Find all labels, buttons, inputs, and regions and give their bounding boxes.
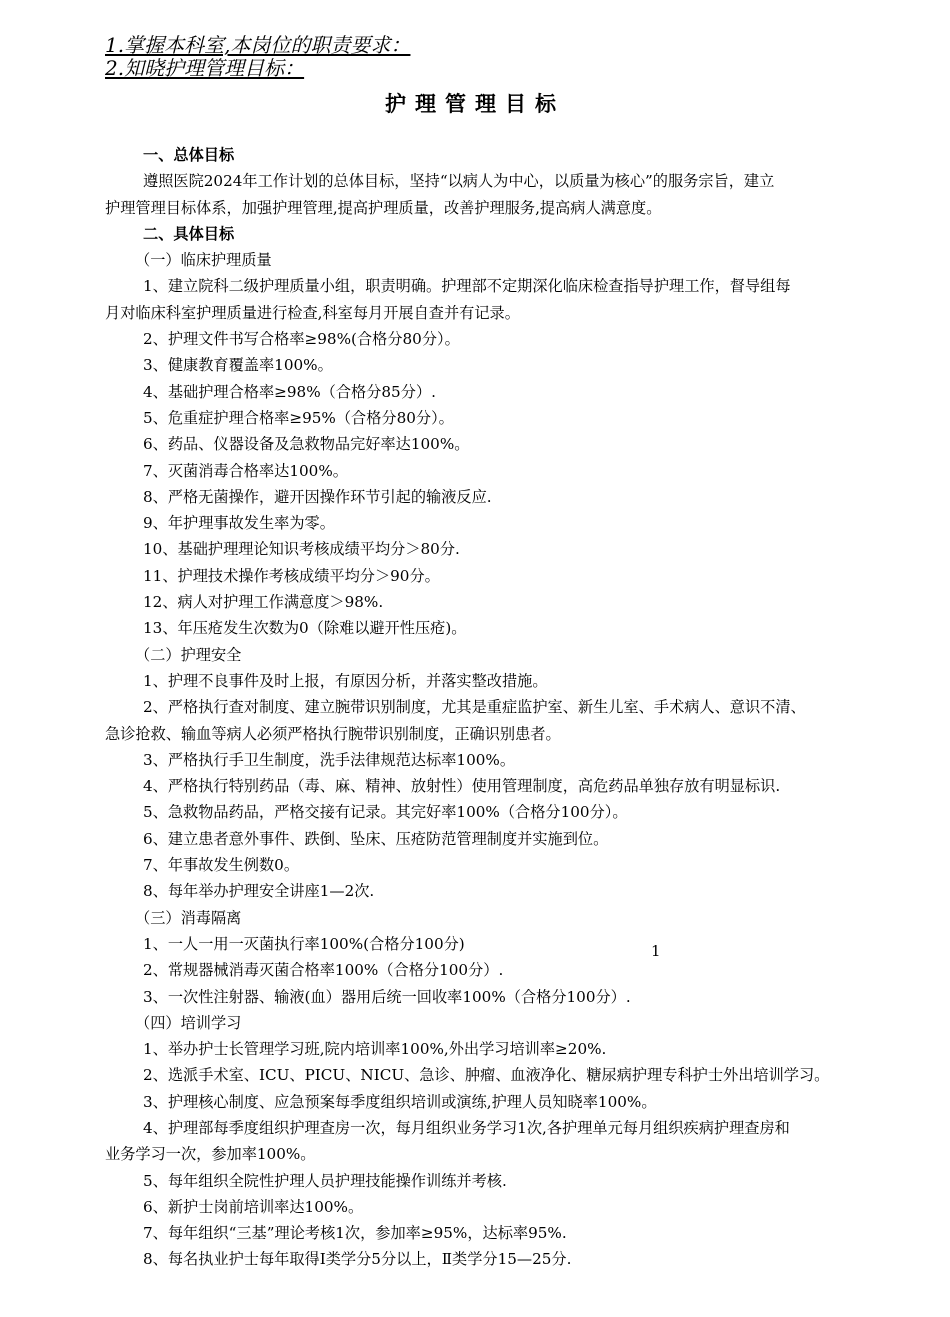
- document-body: [105, 142, 905, 1273]
- clinical-item: 11、护理技术操作考核成绩平均分＞90分。: [143, 566, 440, 585]
- clinical-item: 8、严格无菌操作，避开因操作环节引起的输液反应.: [143, 487, 492, 506]
- clinical-item: 1、建立院科二级护理质量小组，职责明确。护理部不定期深化临床检查指导护理工作，督导组每: [143, 277, 791, 296]
- safety-heading: （二）护理安全: [135, 645, 242, 664]
- clinical-item: 10、基础护理理论知识考核成绩平均分＞80分.: [143, 540, 460, 559]
- clinical-item: 13、年压疮发生次数为0（除难以避开性压疮)。: [143, 619, 467, 638]
- page-number: 1: [651, 942, 661, 960]
- training-item: 5、每年组织全院性护理人员护理技能操作训练并考核.: [143, 1171, 507, 1190]
- safety-item: 4、严格执行特别药品（毒、麻、精神、放射性）使用管理制度，高危药品单独存放有明显标识.: [143, 777, 781, 796]
- header-line-1: 1.掌握本科室,本岗位的职责要求：: [105, 33, 411, 57]
- training-item: 6、新护士岗前培训率达100%。: [143, 1197, 364, 1216]
- clinical-item: 12、病人对护理工作满意度＞98%.: [143, 593, 384, 612]
- clinical-item: 4、基础护理合格率≥98%（合格分85分）.: [143, 382, 436, 401]
- safety-item: 2、严格执行查对制度、建立腕带识别制度，尤其是重症监护室、新生儿室、手术病人、意识不清、: [143, 698, 806, 717]
- clinical-item: 3、健康教育覆盖率100%。: [143, 356, 333, 375]
- safety-item: 急诊抢救、输血等病人必须严格执行腕带识别制度，正确识别患者。: [105, 724, 561, 743]
- specific-heading: 二、具体目标: [143, 224, 235, 243]
- training-item: 8、每名执业护士每年取得Ⅰ类学分5分以上，Ⅱ类学分15—25分.: [143, 1250, 572, 1269]
- clinical-item: 7、灭菌消毒合格率达100%。: [143, 461, 348, 480]
- clinical-item: 月对临床科室护理质量进行检查,科室每月开展自查并有记录。: [105, 303, 520, 322]
- overall-heading: 一、总体目标: [143, 146, 235, 164]
- training-item: 4、护理部每季度组织护理查房一次，每月组织业务学习1次,各护理单元每月组织疾病护理查房和: [143, 1118, 790, 1137]
- document-title: 护理管理目标: [385, 92, 565, 116]
- disinfection-heading: （三）消毒隔离: [135, 908, 242, 927]
- disinfection-item: 3、一次性注射器、输液(血）器用后统一回收率100%（合格分100分）.: [143, 987, 631, 1006]
- overall-paragraph-line-2: 护理管理目标体系，加强护理管理,提高护理质量，改善护理服务,提高病人满意度。: [105, 198, 662, 217]
- safety-item: 7、年事故发生例数0。: [143, 856, 300, 875]
- header-line-2: 2.知晓护理管理目标：: [105, 56, 305, 80]
- disinfection-item: 2、常规器械消毒灭菌合格率100%（合格分100分）.: [143, 961, 504, 980]
- disinfection-item: 1、一人一用一灭菌执行率100%(合格分100分): [143, 934, 465, 953]
- safety-item: 3、严格执行手卫生制度，洗手法律规范达标率100%。: [143, 750, 516, 769]
- training-item: 7、每年组织“三基”理论考核1次，参加率≥95%，达标率95%.: [143, 1224, 567, 1243]
- training-item: 1、举办护士长管理学习班,院内培训率100%,外出学习培训率≥20%.: [143, 1040, 607, 1059]
- training-item: 3、护理核心制度、应急预案每季度组织培训或演练,护理人员知晓率100%。: [143, 1092, 657, 1111]
- training-item: 2、选派手术室、ICU、PICU、NICU、急诊、肿瘤、血液净化、糖尿病护理专科护士外出培训学习。: [143, 1066, 830, 1085]
- header-lines: [105, 34, 410, 80]
- training-item: 业务学习一次，参加率100%。: [105, 1145, 316, 1164]
- safety-item: 1、护理不良事件及时上报，有原因分析，并落实整改措施。: [143, 671, 548, 690]
- safety-item: 8、每年举办护理安全讲座1—2次.: [143, 882, 375, 901]
- clinical-item: 2、护理文件书写合格率≥98%(合格分80分）。: [143, 330, 460, 349]
- overall-paragraph-line-1: 遵照医院2024年工作计划的总体目标，坚持“以病人为中心，以质量为核心”的服务宗旨，建立: [143, 172, 775, 191]
- clinical-heading: （一）临床护理质量: [135, 251, 272, 270]
- safety-item: 5、急救物品药品，严格交接有记录。其完好率100%（合格分100分）。: [143, 803, 628, 822]
- clinical-item: 9、年护理事故发生率为零。: [143, 514, 335, 533]
- training-heading: （四）培训学习: [135, 1013, 242, 1032]
- clinical-item: 5、危重症护理合格率≥95%（合格分80分）。: [143, 408, 454, 427]
- safety-item: 6、建立患者意外事件、跌倒、坠床、压疮防范管理制度并实施到位。: [143, 829, 609, 848]
- clinical-item: 6、药品、仪器设备及急救物品完好率达100%。: [143, 435, 470, 454]
